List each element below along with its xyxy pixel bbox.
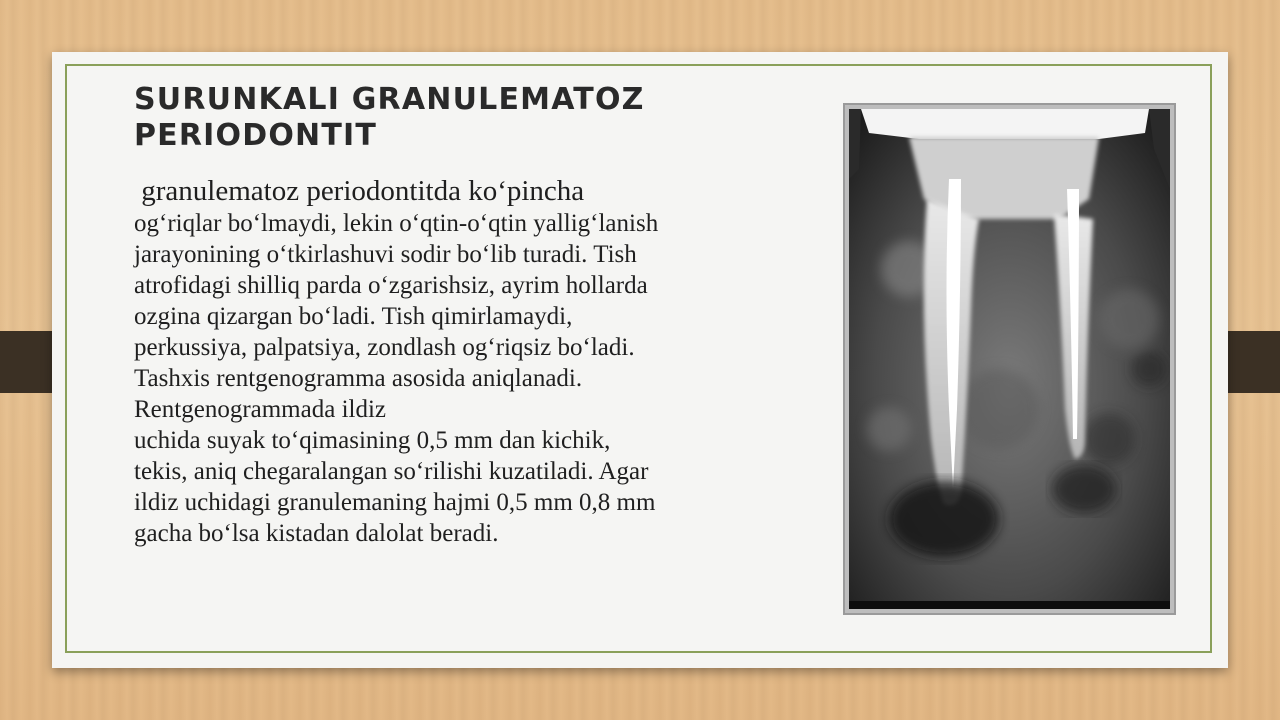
xray-image-frame [843,103,1176,615]
xray-illustration-icon [849,109,1170,609]
slide-card [52,52,1228,668]
slide-body-text [134,174,794,549]
body-line-1: granulematoz periodontitda ko‘pincha [134,175,585,207]
body-line-2: og‘riqlar bo‘lmaydi, lekin o‘qtin-o‘qtin yallig‘lanish [134,210,659,237]
body-line-11: ildiz uchidagi granulemaning hajmi 0,5 mm 0,8 mm [134,489,656,516]
slide-title-line-1: SURUNKALI GRANULEMATOZ [134,82,645,117]
body-line-4: atrofidagi shilliq parda o‘zgarishsiz, ayrim hollarda [134,272,648,299]
dental-xray-image [849,109,1170,609]
body-line-7: Tashxis rentgenogramma asosida aniqlanadi. [134,365,583,392]
slide-title [134,82,754,154]
body-line-9: uchida suyak to‘qimasining 0,5 mm dan kichik, [134,427,611,454]
body-line-10: tekis, aniq chegaralangan so‘rilishi kuzatiladi. Agar [134,458,649,485]
body-line-5: ozgina qizargan bo‘ladi. Tish qimirlamaydi, [134,303,573,330]
slide-title-line-2: PERIODONTIT [134,118,378,153]
body-line-3: jarayonining o‘tkirlashuvi sodir bo‘lib turadi. Tish [134,241,637,268]
body-line-6: perkussiya, palpatsiya, zondlash og‘riqsiz bo‘ladi. [134,334,635,361]
body-line-12: gacha bo‘lsa kistadan dalolat beradi. [134,520,499,547]
body-line-8: Rentgenogrammada ildiz [134,396,387,423]
